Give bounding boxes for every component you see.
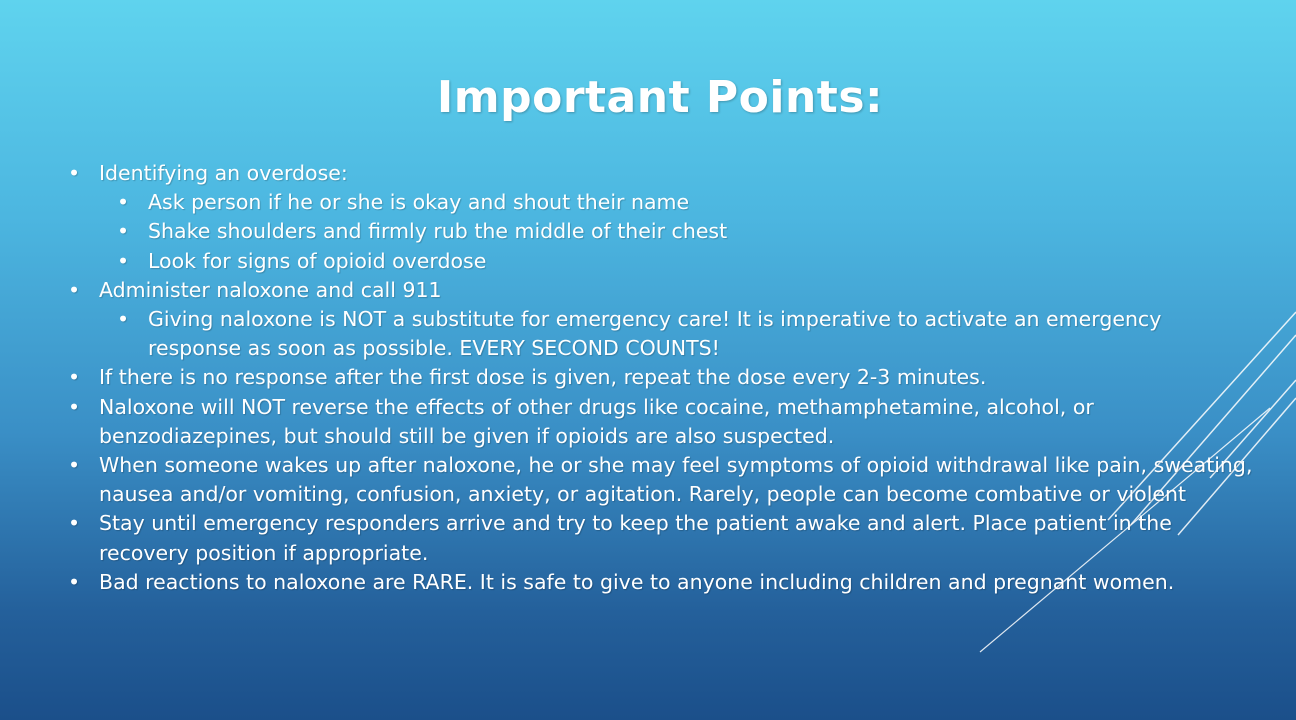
sub-bullet-item: • Look for signs of opioid overdose [115,247,1256,276]
sub-bullet-item: • Ask person if he or she is okay and shout their name [115,188,1256,217]
sub-bullet-item: • Giving naloxone is NOT a substitute for emergency care! It is imperative to activate an emergency response as soon as possible. EVERY SECOND COUNTS! [115,305,1256,363]
bullet-item: • Bad reactions to naloxone are RARE. It is safe to give to anyone including children and pregnant women. [66,568,1256,597]
bullet-item: • When someone wakes up after naloxone, he or she may feel symptoms of opioid withdrawal like pain, sweating, nausea and/or vomiting, confusion, anxiety, or agitation. Rarely, people can become combative or violent [66,451,1256,509]
bullet-item: • If there is no response after the first dose is given, repeat the dose every 2-3 minutes. [66,363,1256,392]
bullet-item: • Naloxone will NOT reverse the effects of other drugs like cocaine, methamphetamine, alcohol, or benzodiazepines, but should still be given if opioids are also suspected. [66,393,1256,451]
bullet-item: • Identifying an overdose: [66,159,1256,188]
bullet-item: • Stay until emergency responders arrive and try to keep the patient awake and alert. Place patient in the recovery position if appropriate. [66,509,1256,567]
sub-bullet-item: • Shake shoulders and firmly rub the middle of their chest [115,217,1256,246]
bullet-list [66,159,1256,597]
slide-title: Important Points: [436,72,884,123]
bullet-item: • Administer naloxone and call 911 [66,276,1256,305]
